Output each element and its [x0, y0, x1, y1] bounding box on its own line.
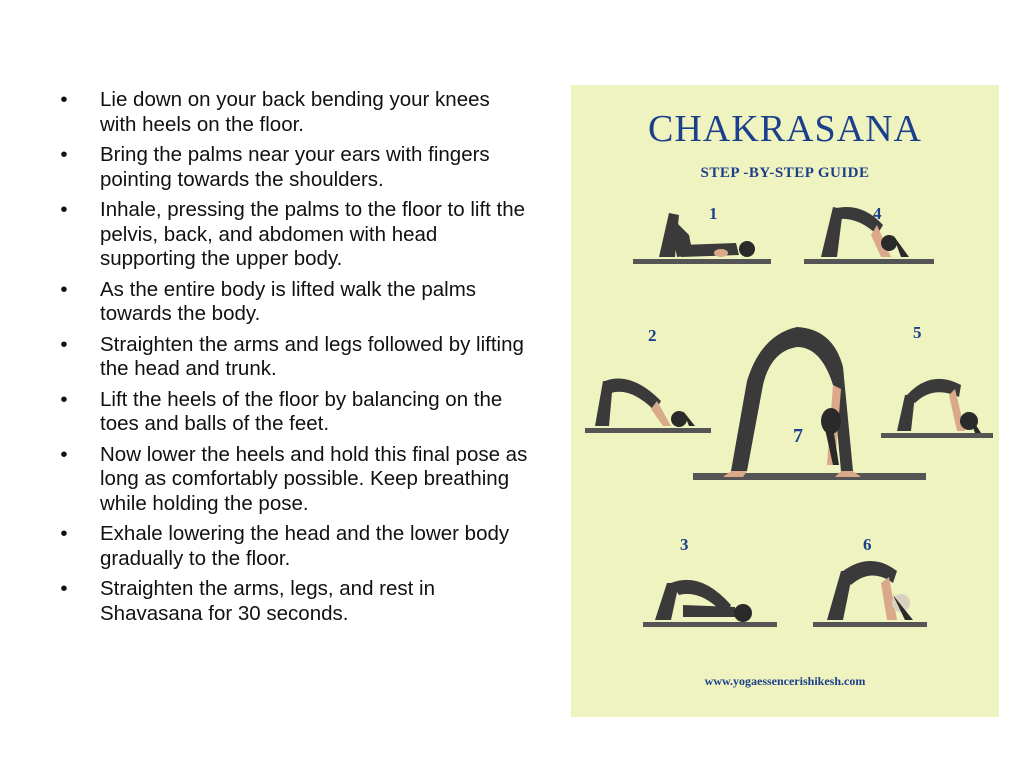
- instruction-text: Lie down on your back bending your knees with heels on the floor.: [100, 88, 490, 136]
- bullet-icon: •: [60, 277, 68, 301]
- poster-website: www.yogaessencerishikesh.com: [704, 674, 866, 688]
- bullet-icon: •: [60, 577, 68, 600]
- step-number-2: 2: [648, 326, 657, 345]
- mat: [643, 622, 777, 627]
- pose-2-figure: [585, 379, 711, 434]
- bullet-icon: •: [60, 143, 68, 166]
- instruction-text: Bring the palms near your ears with fingers pointing towards the shoulders.: [100, 143, 490, 191]
- step-number-6: 6: [863, 535, 872, 554]
- instruction-text: Now lower the heels and hold this final pose as long as comfortably possible. Keep breathing while holding the pose.: [100, 442, 528, 515]
- instruction-list: [58, 88, 528, 632]
- instruction-item: [58, 333, 528, 382]
- bullet-icon: •: [60, 332, 68, 356]
- step-number-4: 4: [873, 204, 882, 223]
- instruction-item: [58, 388, 528, 437]
- poster-title: CHAKRASANA: [648, 108, 922, 150]
- pose-5-figure: [881, 379, 993, 438]
- bullet-icon: •: [60, 442, 68, 466]
- mat: [813, 622, 927, 627]
- bullet-icon: •: [60, 522, 68, 545]
- bullet-icon: •: [60, 88, 68, 111]
- poster-subtitle: STEP -BY-STEP GUIDE: [700, 165, 870, 181]
- step-number-1: 1: [709, 204, 718, 223]
- instruction-text: Lift the heels of the floor by balancing on the toes and balls of the feet.: [100, 387, 503, 435]
- instruction-item: [58, 88, 528, 137]
- bullet-icon: •: [60, 198, 68, 221]
- pose-3-figure: [643, 580, 777, 627]
- pose-7-figure: [693, 327, 926, 480]
- instruction-item: [58, 577, 528, 626]
- step-number-3: 3: [680, 535, 689, 554]
- mat: [804, 259, 934, 264]
- instruction-item: [58, 278, 528, 327]
- mat: [633, 259, 771, 264]
- pose-illustrations: [571, 85, 999, 717]
- pose-4-figure: [804, 207, 934, 264]
- bullet-icon: •: [60, 387, 68, 411]
- step-number-7: 7: [793, 425, 803, 447]
- instruction-item: [58, 198, 528, 272]
- mat: [881, 433, 993, 438]
- instruction-text: Straighten the arms and legs followed by lifting the head and trunk.: [100, 332, 524, 380]
- instruction-text: Inhale, pressing the palms to the floor to lift the pelvis, back, and abdomen with head supporting the upper body.: [100, 198, 526, 270]
- instruction-text: Straighten the arms, legs, and rest in Shavasana for 30 seconds.: [100, 577, 436, 625]
- instruction-text: Exhale lowering the head and the lower body gradually to the floor.: [100, 522, 510, 570]
- pose-6-figure: [813, 561, 927, 627]
- instruction-item: [58, 522, 528, 571]
- mat: [585, 428, 711, 433]
- chakrasana-poster: [571, 85, 999, 717]
- step-number-5: 5: [913, 323, 922, 342]
- instruction-item: [58, 143, 528, 192]
- instruction-item: [58, 443, 528, 517]
- pose-1-figure: [633, 213, 771, 264]
- instruction-text: As the entire body is lifted walk the palms towards the body.: [100, 277, 477, 325]
